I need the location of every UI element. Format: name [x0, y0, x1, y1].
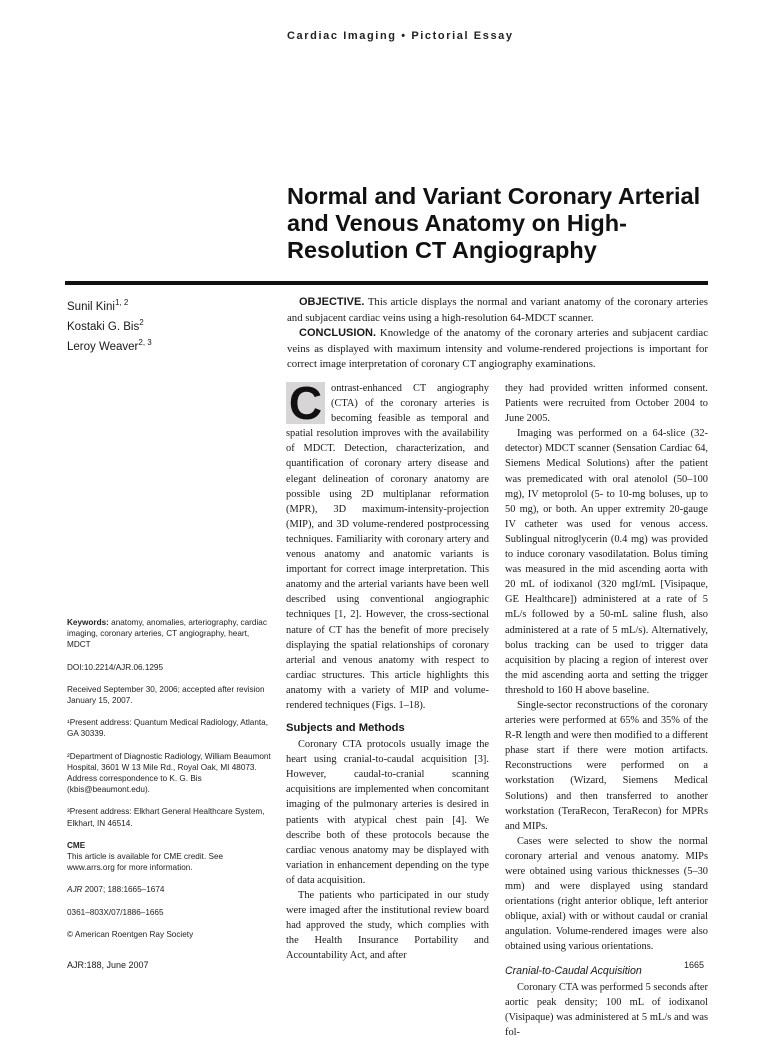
footnote-2: ²Department of Diagnostic Radiology, William Beaumont Hospital, 3601 W 13 Mile Rd., Royal Oak, MI 48073. Address correspondence to K. G. Bis (kbis@beaumont.edu).	[67, 751, 271, 795]
body-paragraph: Coronary CTA was performed 5 seconds after aortic peak density; 100 mL of iodixanol (Visipaque) was administered at 5 mL/s and was fol-	[505, 981, 708, 1038]
intro-paragraph: C ontrast-enhanced CT angiography (CTA) of the coronary arteries is becoming feasible as temporal and spatial resolution improves with the availability of MDCT. Detection, characterization, and quantification of coronary artery disease and elegant delineation of coronary anatomy are possible using 2D multiplanar reformation (MPR), 3D maximum-intensity-projection (MIP), and 3D volume-rendered postprocessing techniques. Familiarity with coronary artery and venous anatomy and anatomic variants is important for correct image interpretation. This anatomy and the arterial variants have been well described using conventional angiographic techniques [1, 2]. However, the cross-sectional nature of CT has the benefit of more precisely displaying the spatial relationships of coronary arterial and venous anatomy with respect to cardiac structures. This article highlights this anatomy with a variety of MIP and volume-rendered techniques (Figs. 1–18).	[286, 377, 489, 711]
author-list	[67, 295, 152, 354]
footnote-3: ³Present address: Elkhart General Healthcare System, Elkhart, IN 46514.	[67, 807, 265, 828]
article-title: Normal and Variant Coronary Arterial and Venous Anatomy on High-Resolution CT Angiography	[287, 183, 701, 263]
author: Sunil Kini$^{1, 2}$	[67, 298, 129, 313]
section-heading: Subjects and Methods	[286, 722, 405, 735]
citation: AJR 2007; 188:1665–1674	[67, 885, 165, 895]
drop-cap: C	[286, 382, 325, 424]
footnote-1: ¹Present address: Quantum Medical Radiology, Atlanta, GA 30339.	[67, 718, 268, 739]
received-dates: Received September 30, 2006; accepted after revision January 15, 2007.	[67, 684, 265, 706]
abstract-conclusion: CONCLUSION. Knowledge of the anatomy of the coronary arteries and subjacent cardiac veins as displayed with maximum intensity and volume-rendered projections is important for correct image interpretation of coronary CT angiography examinations.	[287, 327, 708, 370]
keywords: Keywords: anatomy, anomalies, arteriography, cardiac imaging, coronary arteries, CT angiography, heart, MDCT	[67, 618, 267, 650]
copyright: © American Roentgen Ray Society	[67, 929, 194, 939]
cme-text: This article is available for CME credit. See www.arrs.org for more information.	[67, 852, 224, 873]
body-paragraph: Cases were selected to show the normal coronary arterial and venous anatomy. MIPs were obtained using various thicknesses (5–30 mm) and were displayed using standard orientations (right anterior oblique, left anterior oblique, axial) with or without caudal or cranial angulation. Volume-rendered images were also obtained using various orientations.	[505, 835, 708, 953]
body-paragraph: they had provided written informed consent. Patients were recruited from October 2004 to June 2005.	[505, 383, 708, 425]
body-column-2	[505, 381, 708, 1040]
abstract-objective: OBJECTIVE. This article displays the normal and variant anatomy of the coronary arteries and subjacent cardiac veins using a high-resolution 64-MDCT scanner.	[287, 296, 708, 324]
issn: 0361–803X/07/1886–1665	[67, 907, 164, 917]
body-paragraph: The patients who participated in our study were imaged after the institutional review board had approved the study, which complies with the Health Insurance Portability and Accountability Act, and after	[286, 890, 489, 962]
cme-heading: CME	[67, 840, 86, 850]
page-number: 1665	[684, 960, 705, 970]
body-paragraph: Coronary CTA protocols usually image the heart using cranial-to-caudal acquisition [3]. However, caudal-to-cranial scanning acquisitions are implemented when concomitant imaging of the pulmonary arteries is desired in patients with atypical chest pain [4]. We describe both of these protocols because the cardiac venous anatomy may be displayed with variation in enhancement depending on the type of data acquisition.	[286, 739, 489, 886]
body-column-1	[286, 377, 489, 963]
article-metadata	[67, 617, 272, 951]
subsection-heading: Cranial-to-Caudal Acquisition	[505, 964, 642, 977]
footer-journal-issue: AJR:188, June 2007	[67, 960, 149, 970]
author: Leroy Weaver$^{2, 3}$	[67, 337, 152, 353]
body-paragraph: Imaging was performed on a 64-slice (32-detector) MDCT scanner (Sensation Cardiac 64, Siemens Medical Solutions) after the patient was premedicated with oral atenolol (50–100 mg), IV metoprolol (5- to 10-mg boluses, up to 50 mg), or both. An upper extremity 20-gauge IV catheter was used for venous access. Sublingual nitroglycerin (0.4 mg) was provided to induce coronary vasodilatation. Bolus timing was measured in the mid ascending aorta with 20 mL of iodixanol (320 mgI/mL [Visipaque, GE Healthcare]) administered at a rate of 5 mL/s followed by a 50-mL saline flush, also administered at a rate of 5 mL/s). Alternatively, bolus tracking can be used to trigger data acquisition by placing a region of interest over the mid ascending aorta and setting the trigger threshold to 160 H above baseline.	[505, 428, 708, 696]
author: Kostaki G. Bis$^2$	[67, 317, 144, 333]
doi: DOI:10.2214/AJR.06.1295	[67, 662, 164, 672]
journal-section-header: Cardiac Imaging • Pictorial Essay	[287, 30, 514, 42]
abstract	[287, 295, 708, 373]
title-divider	[65, 281, 708, 285]
body-paragraph: Single-sector reconstructions of the coronary arteries were performed at 65% and 35% of the R-R length and were then modified to a different phase start if there were motion artifacts. Reconstructions were performed on a workstation (Wizard, Siemens Medical Solutions) and then transferred to another workstation (TeraRecon, TeraRecon) for MPRs and MIPs.	[505, 699, 708, 832]
